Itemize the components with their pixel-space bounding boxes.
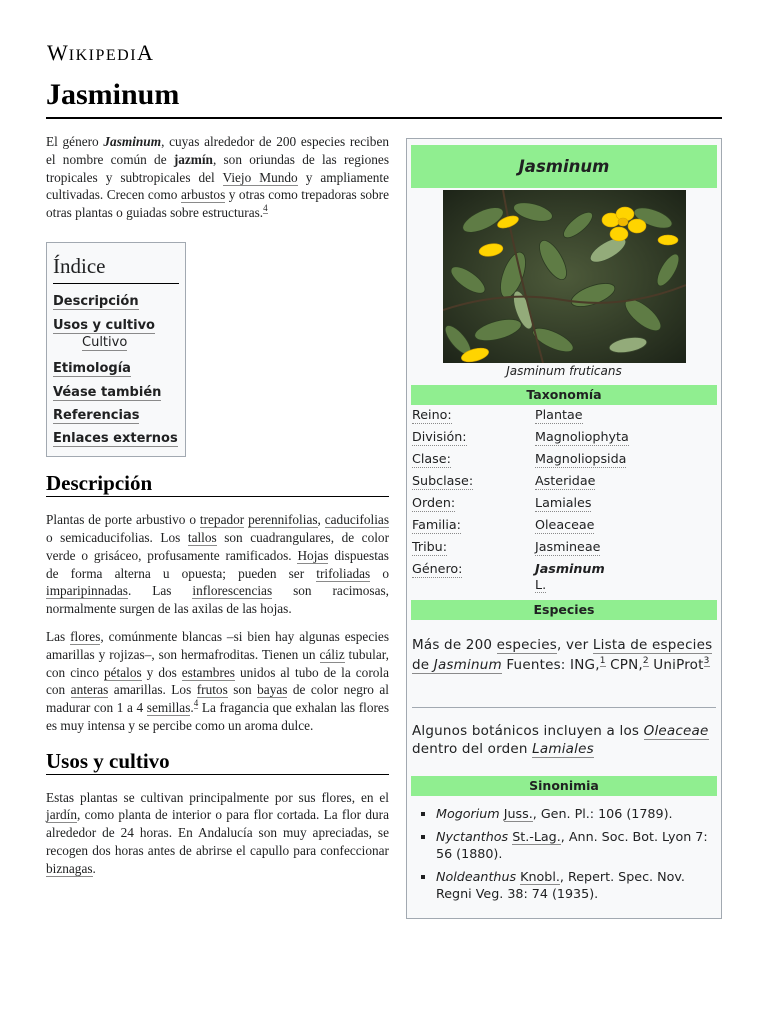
link-lista-especies[interactable]: Lista de especies de Jasminum — [412, 637, 713, 673]
toc-item-vease[interactable]: Véase también — [53, 384, 162, 400]
section-heading-descripcion: Descripción — [46, 475, 389, 497]
toc-title: Índice — [53, 251, 179, 284]
link-trepador[interactable]: trepador — [199, 512, 245, 528]
taxonomy-value[interactable]: Asteridae — [535, 473, 596, 488]
link-hojas[interactable]: Hojas — [297, 547, 329, 563]
taxonomy-value: Jasminum L. — [535, 561, 605, 592]
taxonomy-key[interactable]: Reino: — [412, 407, 452, 422]
taxonomy-key[interactable]: Tribu: — [412, 539, 447, 554]
taxonomy-key[interactable]: Familia: — [412, 517, 461, 532]
reference-3[interactable]: 3 — [703, 655, 710, 666]
photo-caption: Jasminum fruticans — [506, 364, 622, 378]
synonymy-header: Sinonimia — [411, 776, 717, 796]
infobox-title: Jasminum — [411, 145, 717, 188]
link-anteras[interactable]: anteras — [70, 682, 109, 698]
link-jardin[interactable]: jardín — [46, 807, 78, 823]
author-link[interactable]: Juss. — [503, 806, 533, 821]
table-of-contents — [46, 242, 186, 457]
infobox-divider — [412, 707, 716, 708]
toc-item-usos[interactable]: Usos y cultivo — [53, 318, 155, 334]
link-perennifolias[interactable]: perennifolias — [248, 512, 318, 528]
classification-note: Algunos botánicos incluyen a los Oleaceae dentro del orden Lamiales — [412, 723, 709, 757]
taxonomy-key[interactable]: Género: — [412, 561, 463, 576]
article-body — [46, 133, 389, 888]
link-flores[interactable]: flores — [70, 629, 101, 645]
link-caducifolias[interactable]: caducifolias — [324, 512, 389, 528]
toc-item-enlaces[interactable]: Enlaces externos — [53, 431, 178, 447]
toc-item-descripcion[interactable]: Descripción — [53, 293, 139, 309]
taxonomy-header: Taxonomía — [411, 385, 717, 405]
reference-2[interactable]: 2 — [642, 655, 649, 666]
link-tallos[interactable]: tallos — [187, 530, 217, 546]
jasmine-photo[interactable] — [443, 190, 686, 363]
link-especies[interactable]: especies — [496, 637, 557, 653]
taxonomy-value[interactable]: Magnoliopsida — [535, 451, 627, 466]
title-divider — [46, 117, 722, 119]
link-biznagas[interactable]: biznagas — [46, 860, 93, 876]
authority-link[interactable]: L. — [535, 577, 547, 592]
link-caliz[interactable]: cáliz — [319, 646, 345, 662]
species-header: Especies — [411, 600, 717, 620]
usos-paragraph-1: Estas plantas se cultivan principalmente por sus flores, en el jardín, como planta de interior o para flor cortada. La flor dura alrededor de 24 horas. En Andalucía son muy apreciadas, se recogen dos horas antes de abrirse el capullo para confeccionar biznagas. — [46, 789, 389, 876]
taxonomy-key[interactable]: Subclase: — [412, 473, 474, 488]
link-petalos[interactable]: pétalos — [104, 664, 142, 680]
link-inflorescencias[interactable]: inflorescencias — [192, 583, 273, 599]
link-bayas[interactable]: bayas — [257, 682, 288, 698]
taxonomy-value[interactable]: Plantae — [535, 407, 583, 422]
intro-paragraph: El género Jasminum, cuyas alrededor de 200 especies reciben el nombre común de jazmín, son oriundas de las regiones tropicales y subtropicales del Viejo Mundo y ampliamente cultivadas. Crecen como arbustos y otras como trepadoras sobre otras plantas o guiadas sobre estructuras.$^4$ — [46, 134, 390, 221]
link-viejo-mundo[interactable]: Viejo Mundo — [222, 169, 298, 185]
link-imparipinnadas[interactable]: imparipinnadas — [46, 583, 128, 599]
toc-item-cultivo[interactable]: Cultivo — [82, 335, 128, 351]
taxonomy-key[interactable]: Orden: — [412, 495, 456, 510]
link-frutos[interactable]: frutos — [196, 682, 228, 698]
taxonomy-value[interactable]: Lamiales — [535, 495, 592, 510]
link-oleaceae[interactable]: Oleaceae — [643, 723, 709, 739]
link-trifoliadas[interactable]: trifoliadas — [316, 565, 371, 581]
descripcion-paragraph-1: Plantas de porte arbustivo o trepador perennifolias, caducifolias o semicaducifolias. Los tallos son cuadrangulares, de color verde o grisáceo, profusamente ramificados. Hojas dispuestas de forma alterna u opuesta; pueden ser trifoliadas o imparipinnadas. Las inflorescencias son racimosas, normalmente surgen de las axilas de las hojas. — [46, 512, 389, 617]
synonym-list — [415, 805, 715, 908]
author-link[interactable]: Knobl. — [520, 868, 560, 884]
section-heading-usos: Usos y cultivo — [46, 753, 389, 775]
page-title: Jasminum — [46, 78, 180, 111]
list-item: Noldeanthus Knobl., Repert. Spec. Nov. Regni Veg. 38: 74 (1935). — [415, 868, 715, 903]
wikipedia-logo[interactable]: WIKIPEDIA — [47, 40, 154, 65]
reference-1[interactable]: 1 — [599, 655, 606, 666]
taxonomy-value[interactable]: Oleaceae — [535, 517, 595, 532]
list-item: Mogorium Juss., Gen. Pl.: 106 (1789). — [415, 805, 715, 823]
reference-4[interactable]: 4 — [263, 203, 268, 214]
link-semillas[interactable]: semillas — [146, 700, 191, 716]
taxonomy-key[interactable]: División: — [412, 429, 467, 444]
link-lamiales[interactable]: Lamiales — [532, 741, 594, 757]
link-estambres[interactable]: estambres — [181, 664, 235, 680]
taxonomy-value[interactable]: Magnoliophyta — [535, 429, 629, 444]
reference-4[interactable]: 4 — [193, 698, 199, 709]
taxonomy-value[interactable]: Jasmineae — [535, 539, 601, 554]
toc-item-etimologia[interactable]: Etimología — [53, 361, 131, 377]
toc-item-referencias[interactable]: Referencias — [53, 407, 140, 423]
author-link[interactable]: St.-Lag. — [512, 828, 561, 844]
link-arbustos[interactable]: arbustos — [180, 187, 226, 203]
species-text: Más de 200 especies, ver Lista de especies de Jasminum Fuentes: ING,$^1$ CPN,$^2$ UniProt$^3$ — [412, 637, 713, 673]
list-item: Nyctanthos St.-Lag., Ann. Soc. Bot. Lyon 7: 56 (1880). — [415, 828, 715, 863]
taxobox — [406, 138, 722, 919]
taxonomy-key[interactable]: Clase: — [412, 451, 451, 466]
descripcion-paragraph-2: Las flores, comúnmente blancas –si bien hay algunas especies amarillas y rojizas–, son hermafroditas. Tienen un cáliz tubular, con cinco pétalos y dos estambres unidos al tubo de la corola con anteras amarillas. Los frutos son bayas de color negro al madurar con 1 a 4 semillas.$^4$ La fragancia que exhalan las flores es muy intensa y se percibe como un aroma dulce. — [46, 629, 390, 734]
